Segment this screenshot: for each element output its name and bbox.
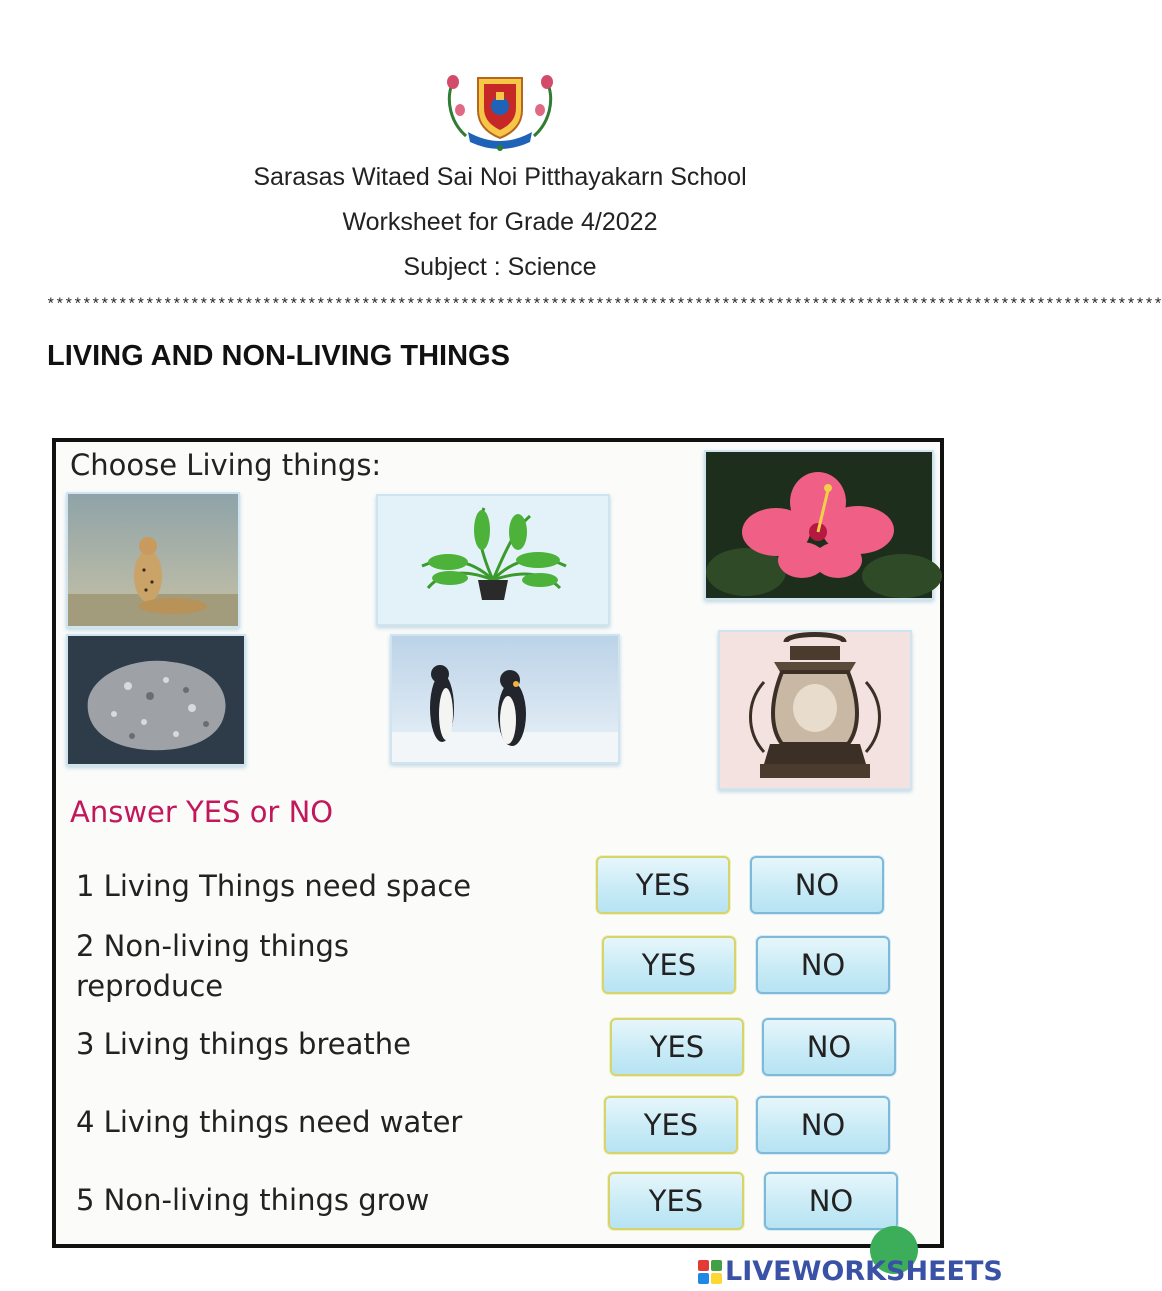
penguins-image[interactable] xyxy=(390,634,620,764)
q3-yes-button[interactable]: YES xyxy=(610,1018,744,1076)
q5-yes-button[interactable]: YES xyxy=(608,1172,744,1230)
page-title: LIVING AND NON-LIVING THINGS xyxy=(47,340,510,372)
school-name: Sarasas Witaed Sai Noi Pitthayakarn School xyxy=(253,163,747,191)
answer-instruction: Answer YES or NO xyxy=(70,795,334,829)
q5-no-button[interactable]: NO xyxy=(764,1172,898,1230)
lantern-image[interactable] xyxy=(718,630,912,790)
question-1: 1 Living Things need space xyxy=(76,869,472,903)
star-divider: **************************************************************************************************************************** xyxy=(46,296,1162,314)
fern-plant-image[interactable] xyxy=(376,494,610,626)
liveworksheets-watermark xyxy=(698,1256,1003,1287)
q4-yes-button[interactable]: YES xyxy=(604,1096,738,1154)
subject-line: Subject : Science xyxy=(403,253,597,281)
hibiscus-flower-image[interactable] xyxy=(704,450,934,600)
q1-yes-button[interactable]: YES xyxy=(596,856,730,914)
cheetah-image[interactable] xyxy=(66,492,240,628)
choose-label: Choose Living things: xyxy=(70,448,382,482)
q1-no-button[interactable]: NO xyxy=(750,856,884,914)
liveworksheets-logo-icon xyxy=(698,1260,722,1284)
rock-image[interactable] xyxy=(66,634,246,766)
question-2-line-2: reproduce xyxy=(76,969,224,1003)
watermark-text: LIVEWORKSHEETS xyxy=(725,1256,1003,1287)
q2-no-button[interactable]: NO xyxy=(756,936,890,994)
q3-no-button[interactable]: NO xyxy=(762,1018,896,1076)
question-3: 3 Living things breathe xyxy=(76,1027,411,1061)
question-2-line-1: 2 Non-living things xyxy=(76,929,349,963)
worksheet-grade: Worksheet for Grade 4/2022 xyxy=(342,208,658,236)
q2-yes-button[interactable]: YES xyxy=(602,936,736,994)
question-5: 5 Non-living things grow xyxy=(76,1183,430,1217)
question-4: 4 Living things need water xyxy=(76,1105,463,1139)
q4-no-button[interactable]: NO xyxy=(756,1096,890,1154)
school-crest-logo xyxy=(444,70,556,152)
